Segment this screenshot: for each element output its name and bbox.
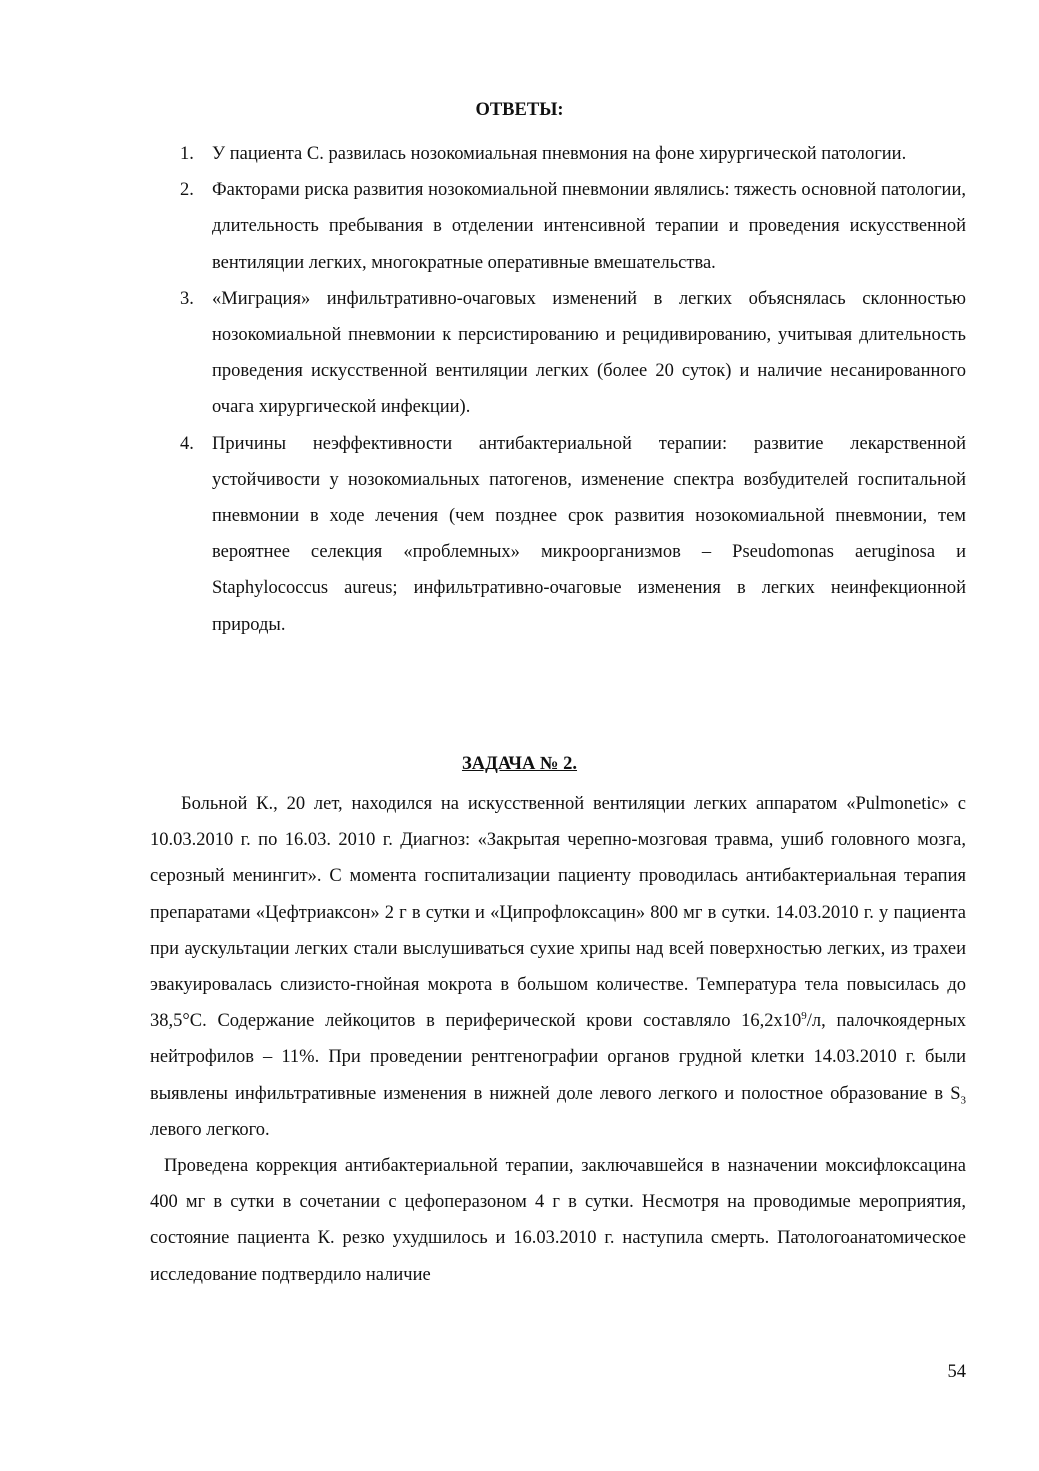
task-p1-text-c: левого легкого. bbox=[150, 1119, 270, 1140]
page-number: 54 bbox=[947, 1362, 966, 1382]
task-paragraph-1 bbox=[150, 786, 966, 1148]
answers-heading: ОТВЕТЫ: bbox=[475, 100, 564, 120]
task-p1-text-a: Больной К., 20 лет, находился на искусственной вентиляции легких аппаратом «Pulmonetic» с 10.03.2010 г. по 16.03. 2010 г. Диагноз: «Закрытая черепно-мозговая травма, ушиб головного мозга, серозный менингит». С момента госпитализации пациенту проводилась антибактериальная терапия препаратами «Цефтриаксон» 2 г в сутки и «Ципрофлоксацин» 800 мг в сутки. 14.03.2010 г. у пациента при аускультации легких стали выслушиваться сухие хрипы над всей поверхностью легких, из трахеи эвакуировалась слизисто-гнойная мокрота в большом количестве. Температура тела повысилась до 38,5°С. Содержание лейкоцитов в периферической крови составляло 16,2х10 bbox=[150, 794, 966, 1032]
answer-item-3 bbox=[180, 281, 966, 426]
answer-text: «Миграция» инфильтративно-очаговых изменений в легких объяснялась склонностью нозокомиальной пневмонии к персистированию и рецидивированию, учитывая длительность проведения искусственной вентиляции легких (более 20 суток) и наличие несанированного очага хирургической инфекции). bbox=[212, 288, 966, 418]
exponent: 9 bbox=[801, 1010, 807, 1023]
task-paragraph-2: Проведена коррекция антибактериальной терапии, заключавшейся в назначении моксифлоксацина 400 мг в сутки в сочетании с цефоперазоном 4 г в сутки. Несмотря на проводимые мероприятия, состояние пациента К. резко ухудшилось и 16.03.2010 г. наступила смерть. Патологоанатомическое исследование подтвердило наличие bbox=[150, 1156, 966, 1285]
answer-number: 1. bbox=[180, 144, 194, 164]
answer-text: Факторами риска развития нозокомиальной пневмонии являлись: тяжесть основной патологии, длительность пребывания в отделении интенсивной терапии и проведения искусственной вентиляции легких, многократные оперативные вмешательства. bbox=[212, 180, 966, 273]
task-heading: ЗАДАЧА № 2. bbox=[461, 754, 578, 774]
subscript: 3 bbox=[960, 1094, 966, 1107]
answer-number: 3. bbox=[180, 288, 194, 309]
answers-list bbox=[180, 136, 966, 643]
answer-text: Причины неэффективности антибактериальной терапии: развитие лекарственной устойчивости у нозокомиальных патогенов, изменение спектра возбудителей госпитальной пневмонии в ходе лечения (чем позднее срок развития нозокомиальной пневмонии, тем вероятнее селекция «проблемных» микроорганизмов – Pseudomonas aeruginosa и Staphylococcus aureus; инфильтративно-очаговые изменения в легких неинфекционной природы. bbox=[212, 433, 966, 635]
answer-item-2 bbox=[180, 172, 966, 281]
answer-item-4 bbox=[180, 426, 966, 643]
task-p1-text-b: /л, палочкоядерных нейтрофилов – 11%. При проведении рентгенографии органов грудной клетки 14.03.2010 г. были выявлены инфильтративные изменения в нижней доле левого легкого и полостное образование в S bbox=[150, 1011, 966, 1104]
answer-text: У пациента С. развилась нозокомиальная пневмония на фоне хирургической патологии. bbox=[212, 144, 907, 164]
answer-item-1 bbox=[180, 136, 966, 172]
answer-number: 2. bbox=[180, 180, 194, 201]
answer-number: 4. bbox=[180, 433, 194, 454]
task-body bbox=[150, 786, 966, 1293]
